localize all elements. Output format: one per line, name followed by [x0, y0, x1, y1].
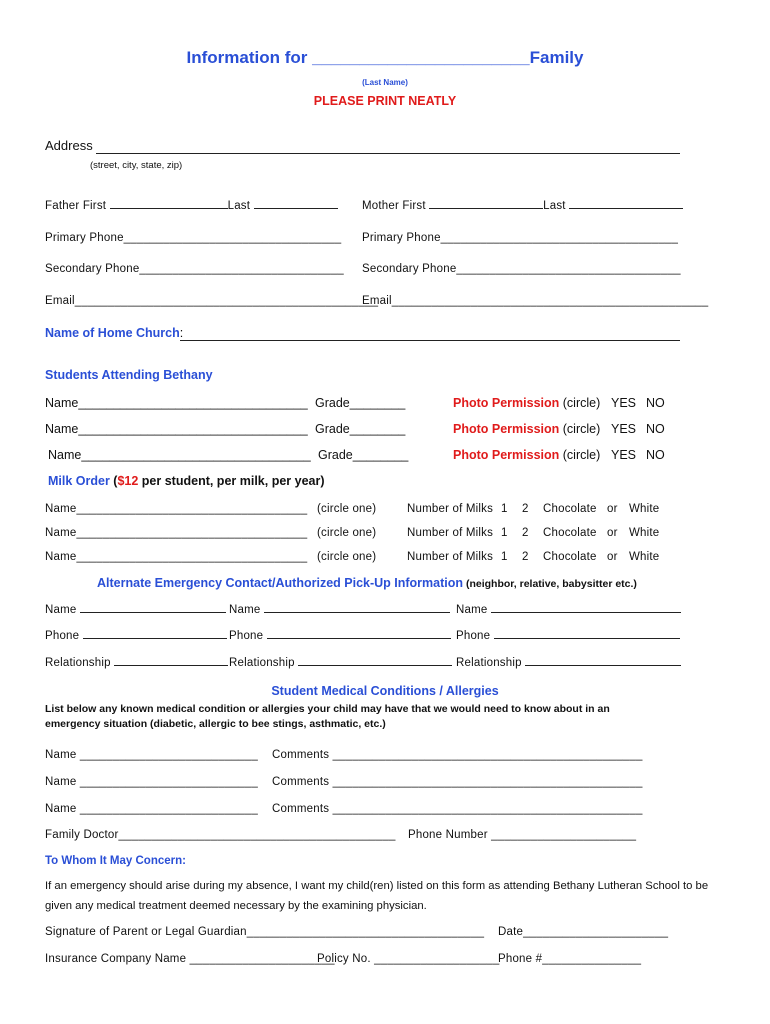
students-heading: Students Attending Bethany: [45, 368, 213, 382]
milk-order-heading: Milk Order ($12 per student, per milk, per year): [48, 474, 325, 488]
father-first-label: Father First: [45, 200, 107, 212]
photo-permission-2: Photo Permission (circle): [453, 422, 601, 436]
milk-or-2: or: [607, 527, 618, 539]
address-input[interactable]: [96, 153, 680, 154]
email-left[interactable]: Email______________________________________________: [45, 295, 379, 307]
photo-no-2[interactable]: NO: [646, 422, 665, 436]
medical-name-3[interactable]: Name ___________________________: [45, 803, 258, 815]
address-label: Address: [45, 138, 93, 153]
milk-circle-one-3: (circle one): [317, 551, 377, 563]
student-name-2[interactable]: Name_________________________________: [45, 422, 308, 436]
milk-name-2[interactable]: Name___________________________________: [45, 527, 308, 539]
home-church-input[interactable]: [180, 340, 680, 341]
student-name-1[interactable]: Name_________________________________: [45, 396, 308, 410]
consent-heading: To Whom It May Concern:: [45, 855, 186, 867]
consent-text-1: If an emergency should arise during my absence, I want my child(ren) listed on this form as attending Bethany Lutheran School to be: [45, 880, 709, 892]
emergency-heading: Alternate Emergency Contact/Authorized Pick-Up Information (neighbor, relative, babysitter etc.): [97, 576, 637, 590]
print-neatly-notice: PLEASE PRINT NEATLY: [313, 94, 457, 108]
father-last-label: Last: [227, 200, 251, 212]
emergency-relationship-1[interactable]: Relationship: [45, 657, 228, 669]
photo-permission-3: Photo Permission (circle): [453, 448, 601, 462]
title-blank[interactable]: _______________________: [312, 48, 530, 67]
emergency-relationship-2[interactable]: Relationship: [229, 657, 452, 669]
milk-white-option-3[interactable]: White: [629, 551, 660, 563]
emergency-phone-3[interactable]: Phone: [456, 630, 680, 642]
emergency-relationship-3[interactable]: Relationship: [456, 657, 681, 669]
photo-yes-2[interactable]: YES: [611, 422, 637, 436]
medical-comments-3[interactable]: Comments _______________________________________________: [272, 803, 643, 815]
milk-white-option-2[interactable]: White: [629, 527, 660, 539]
emergency-phone-1[interactable]: Phone: [45, 630, 227, 642]
milk-qty-1-option-2[interactable]: 1: [501, 527, 508, 539]
mother-last-label: Last: [543, 200, 566, 212]
milk-name-3[interactable]: Name___________________________________: [45, 551, 308, 563]
milk-circle-one-1: (circle one): [317, 503, 377, 515]
doctor-phone-field[interactable]: Phone Number ______________________: [408, 829, 637, 841]
milk-number-label-3: Number of Milks: [407, 551, 494, 563]
emergency-name-3[interactable]: Name: [456, 604, 681, 616]
milk-circle-one-2: (circle one): [317, 527, 377, 539]
photo-permission-1: Photo Permission (circle): [453, 396, 601, 410]
medical-instructions-2: emergency situation (diabetic, allergic to bee stings, asthmatic, etc.): [45, 718, 386, 730]
emergency-name-1[interactable]: Name: [45, 604, 226, 616]
title-prefix: Information for: [186, 48, 313, 67]
date-field[interactable]: Date______________________: [498, 926, 669, 938]
policy-number-field[interactable]: Policy No. ___________________: [317, 953, 500, 965]
milk-qty-1-option-3[interactable]: 1: [501, 551, 508, 563]
milk-chocolate-option-2[interactable]: Chocolate: [543, 527, 597, 539]
photo-yes-3[interactable]: YES: [611, 448, 637, 462]
student-grade-1[interactable]: Grade________: [315, 396, 406, 410]
signature-field[interactable]: Signature of Parent or Legal Guardian____________________________________: [45, 926, 485, 938]
family-doctor-field[interactable]: Family Doctor__________________________________________: [45, 829, 396, 841]
emergency-name-2[interactable]: Name: [229, 604, 450, 616]
secondary-phone-left[interactable]: Secondary Phone_______________________________: [45, 263, 344, 275]
email-right[interactable]: Email________________________________________________: [362, 295, 709, 307]
address-hint: (street, city, state, zip): [90, 160, 183, 171]
home-church-label: Name of Home Church: [45, 326, 180, 340]
insurance-phone-field[interactable]: Phone #_______________: [498, 953, 642, 965]
milk-chocolate-option-1[interactable]: Chocolate: [543, 503, 597, 515]
photo-no-1[interactable]: NO: [646, 396, 665, 410]
milk-qty-2-option-2[interactable]: 2: [522, 527, 529, 539]
last-name-note: (Last Name): [362, 78, 408, 87]
photo-yes-1[interactable]: YES: [611, 396, 637, 410]
medical-name-1[interactable]: Name ___________________________: [45, 749, 258, 761]
milk-number-label-1: Number of Milks: [407, 503, 494, 515]
student-name-3[interactable]: Name_________________________________: [48, 448, 311, 462]
milk-chocolate-option-3[interactable]: Chocolate: [543, 551, 597, 563]
secondary-phone-right[interactable]: Secondary Phone__________________________________: [362, 263, 681, 275]
milk-or-1: or: [607, 503, 618, 515]
medical-name-2[interactable]: Name ___________________________: [45, 776, 258, 788]
milk-name-1[interactable]: Name___________________________________: [45, 503, 308, 515]
emergency-phone-2[interactable]: Phone: [229, 630, 451, 642]
insurance-company-field[interactable]: Insurance Company Name ______________________: [45, 953, 335, 965]
father-first-field[interactable]: [45, 200, 338, 212]
medical-heading: Student Medical Conditions / Allergies: [271, 684, 499, 698]
milk-or-3: or: [607, 551, 618, 563]
primary-phone-left[interactable]: Primary Phone_________________________________: [45, 232, 342, 244]
student-grade-2[interactable]: Grade________: [315, 422, 406, 436]
student-grade-3[interactable]: Grade________: [318, 448, 409, 462]
medical-instructions-1: List below any known medical condition or allergies your child may have that we would need to know about in an: [45, 703, 610, 715]
milk-white-option-1[interactable]: White: [629, 503, 660, 515]
primary-phone-right[interactable]: Primary Phone____________________________________: [362, 232, 679, 244]
photo-no-3[interactable]: NO: [646, 448, 665, 462]
medical-comments-1[interactable]: Comments _______________________________________________: [272, 749, 643, 761]
milk-number-label-2: Number of Milks: [407, 527, 494, 539]
milk-qty-2-option-1[interactable]: 2: [522, 503, 529, 515]
consent-text-2: given any medical treatment deemed necessary by the examining physician.: [45, 900, 427, 912]
form-title: [0, 48, 770, 68]
medical-comments-2[interactable]: Comments _______________________________________________: [272, 776, 643, 788]
milk-qty-1-option-1[interactable]: 1: [501, 503, 508, 515]
mother-first-label: Mother First: [362, 200, 426, 212]
milk-qty-2-option-3[interactable]: 2: [522, 551, 529, 563]
mother-first-field[interactable]: [362, 200, 683, 212]
title-suffix: Family: [529, 48, 584, 67]
home-church-field[interactable]: Name of Home Church:: [45, 326, 184, 340]
